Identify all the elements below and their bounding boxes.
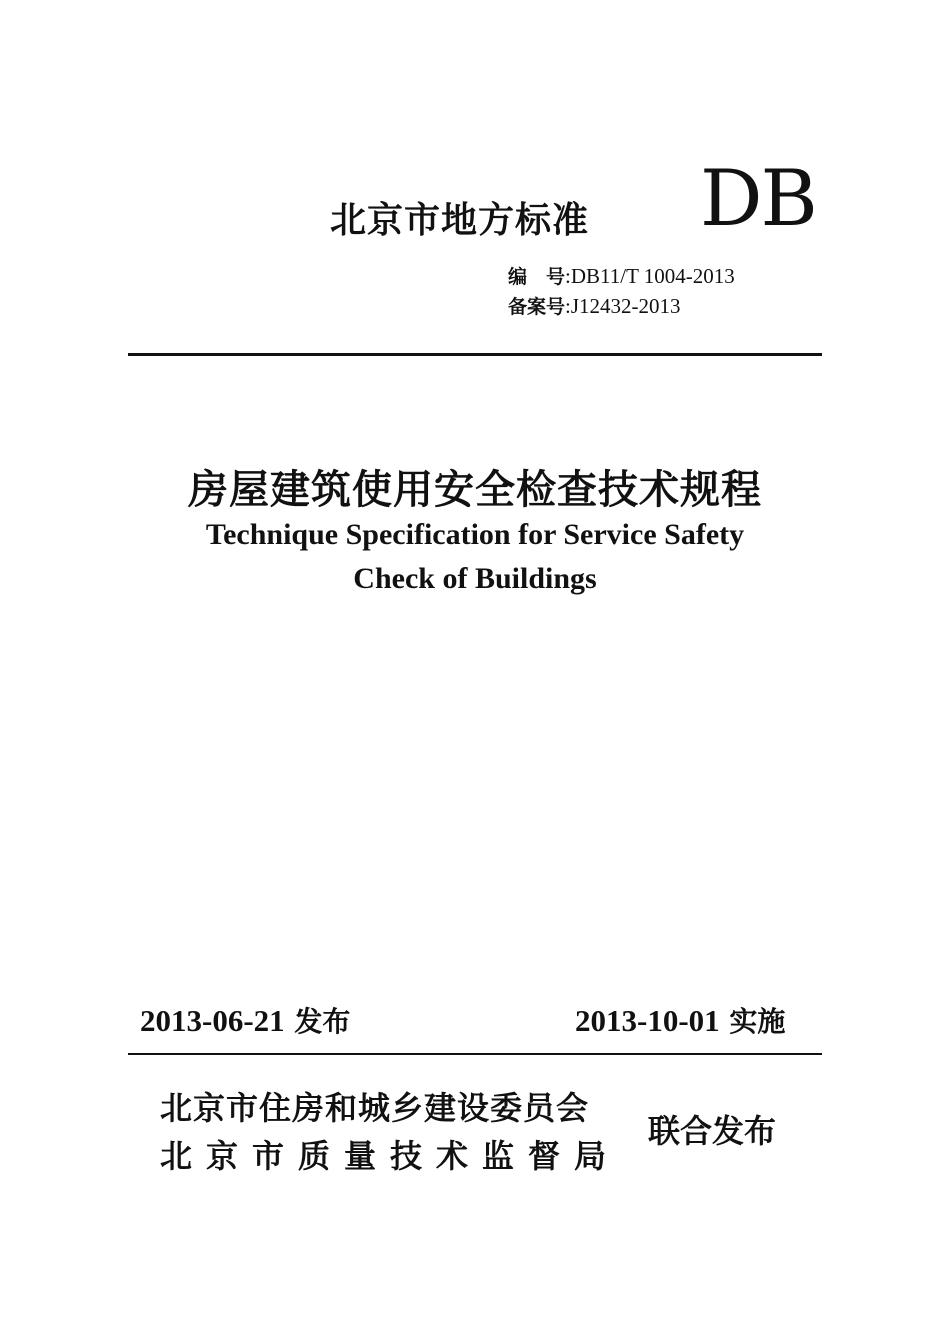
standard-type: 北京市地方标准: [330, 200, 590, 241]
issue-label: 发布: [284, 1005, 351, 1038]
standard-code-row: [508, 266, 735, 287]
title-en-line2: Check of Buildings: [353, 562, 597, 595]
issue-date: 2013-06-21: [140, 1003, 285, 1038]
record-number-row: [508, 296, 681, 317]
joint-issue-label: 联合发布: [648, 1112, 777, 1150]
issuer-line2: 北京市质量技术监督局: [160, 1137, 621, 1175]
title-zh: 房屋建筑使用安全检查技术规程: [188, 467, 762, 513]
bottom-divider: [128, 1053, 822, 1055]
effective-label: 实施: [719, 1005, 786, 1038]
record-number-value: :J12432-2013: [565, 294, 681, 318]
db-logo: DB: [700, 154, 816, 244]
issuer-line1: 北京市住房和城乡建设委员会: [160, 1089, 590, 1127]
record-number-label: 备案号: [508, 296, 566, 318]
effective-date-block: [575, 1000, 785, 1040]
issue-date-block: [140, 1000, 350, 1040]
standard-code-value: :DB11/T 1004-2013: [565, 264, 735, 288]
effective-date: 2013-10-01: [575, 1003, 720, 1038]
standard-code-label: 编 号: [508, 266, 566, 288]
top-divider: [128, 353, 822, 356]
title-en-line1: Technique Specification for Service Safety: [205, 518, 745, 551]
